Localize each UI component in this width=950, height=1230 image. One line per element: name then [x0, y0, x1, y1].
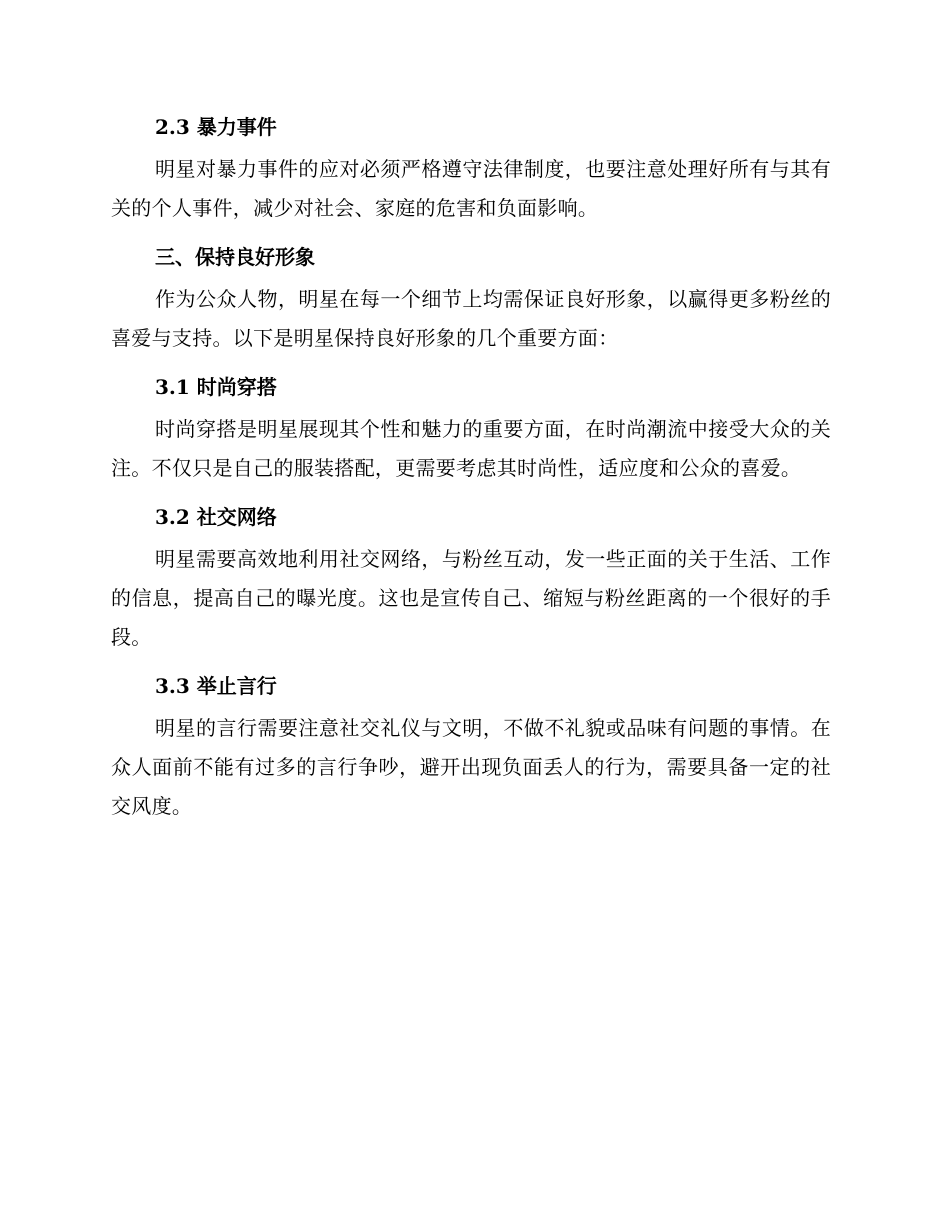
section-heading-2-3: 2.3 暴力事件: [155, 115, 277, 139]
paragraph-violence: 明星对暴力事件的应对必须严格遵守法律制度，也要注意处理好所有与其有关的个人事件，减少对社会、家庭的危害和负面影响。: [111, 157, 831, 220]
section-heading-3-1: 3.1 时尚穿搭: [155, 375, 277, 399]
section-heading-3: 三、保持良好形象: [155, 245, 315, 269]
paragraph-image-intro: 作为公众人物，明星在每一个细节上均需保证良好形象，以赢得更多粉丝的喜爱与支持。以下是明星保持良好形象的几个重要方面：: [111, 287, 831, 350]
section-heading-3-3: 3.3 举止言行: [155, 674, 277, 698]
document-body: [111, 104, 831, 832]
paragraph-fashion: 时尚穿搭是明星展现其个性和魅力的重要方面，在时尚潮流中接受大众的关注。不仅只是自己的服装搭配，更需要考虑其时尚性，适应度和公众的喜爱。: [111, 417, 831, 480]
paragraph-social-network: 明星需要高效地利用社交网络，与粉丝互动，发一些正面的关于生活、工作的信息，提高自己的曝光度。这也是宣传自己、缩短与粉丝距离的一个很好的手段。: [111, 547, 831, 649]
paragraph-behavior: 明星的言行需要注意社交礼仪与文明，不做不礼貌或品味有问题的事情。在众人面前不能有过多的言行争吵，避开出现负面丢人的行为，需要具备一定的社交风度。: [111, 716, 831, 818]
section-heading-3-2: 3.2 社交网络: [155, 505, 277, 529]
